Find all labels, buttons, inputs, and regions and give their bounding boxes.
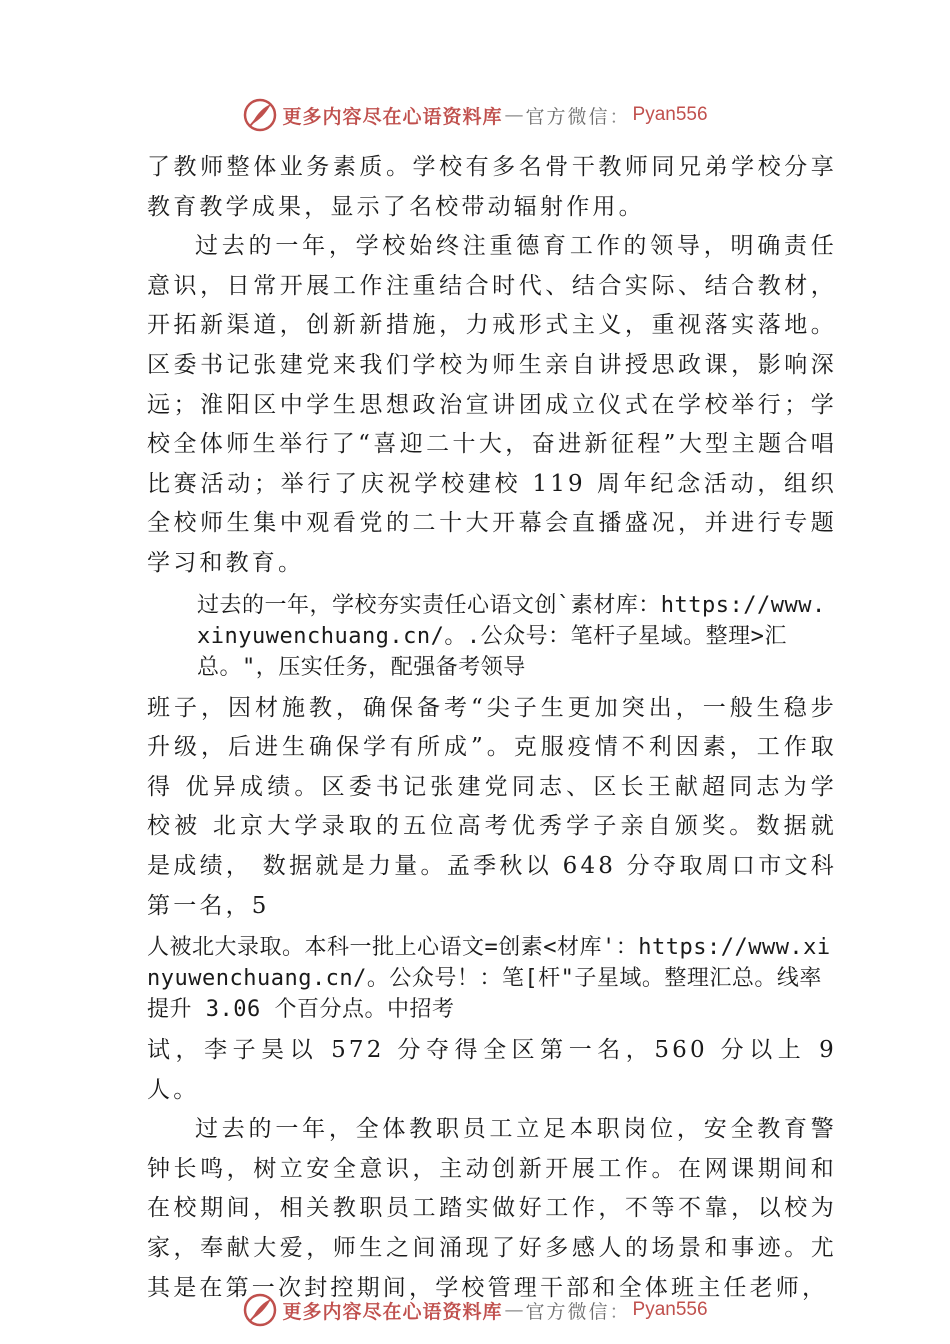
document-body xyxy=(147,148,837,1308)
footer-watermark-wechat-id: Pyan556 xyxy=(632,1299,708,1320)
header-watermark-wechat-id: Pyan556 xyxy=(632,104,708,125)
footer-watermark-official: 官方微信 xyxy=(525,1300,610,1323)
footer-watermark xyxy=(0,1290,950,1330)
quill-logo-icon xyxy=(242,1292,278,1328)
header-watermark-text: 更多内容尽在心语资料库 xyxy=(282,105,503,128)
header-watermark-official: 官方微信 xyxy=(525,105,610,128)
header-watermark xyxy=(0,95,950,135)
header-watermark-separator: — xyxy=(504,104,524,126)
header-watermark-colon: ： xyxy=(609,105,629,128)
footer-watermark-colon: ： xyxy=(609,1300,629,1323)
inserted-note-2: 人被北大录取。本科一批上心语文=创素<材库'：https://www.xinyuwenchuang.cn/。公众号！：笔[杆"子星域。整理汇总。线率提升 3.06 个百分点。中招考 xyxy=(147,935,831,1023)
quill-logo-icon xyxy=(242,97,278,133)
paragraph-2: 过去的一年，学校始终注重德育工作的领导，明确责任意识，日常开展工作注重结合时代、结合实际、结合教材， 开拓新渠道，创新新措施，力戒形式主义，重视落实落地。 区委书记张建党来我们学校为师生亲自讲授思政课，影响深远；淮阳区中学生思想政治宣讲团成立仪式在学校举行；学校全体师生举行了“喜迎二十大，奋进新征程”大型主题合唱比赛活动；举行了庆祝学校建校 119 周年纪念活动，组织全校师生集中观看党的二十大开幕会直播盛况，并进行专题学习和教育。 xyxy=(147,233,837,576)
paragraph-5: 过去的一年，全体教职员工立足本职岗位，安全教育警钟长鸣，树立安全意识，主动创新开展工作。在网课期间和在校期间，相关教职员工踏实做好工作，不等不靠，以校为家，奉献大爱，师生之间涌现了好多感人的场景和事迹。尤其是在第一次封控期间，学校管理干部和全体班主任老师， xyxy=(147,1116,837,1301)
paragraph-1: 了教师整体业务素质。学校有多名骨干教师同兄弟学校分享教育教学成果，显示了名校带动辐射作用。 xyxy=(147,154,837,220)
footer-watermark-text: 更多内容尽在心语资料库 xyxy=(282,1300,503,1323)
footer-watermark-separator: — xyxy=(504,1299,524,1321)
inserted-note-1: 过去的一年，学校夯实责任心语文创`素材库：https://www.xinyuwenchuang.cn/。.公众号：笔杆子星域。整理>汇总。"，压实任务，配强备考领导 xyxy=(197,592,826,680)
paragraph-4: 试，李子昊以 572 分夺得全区第一名，560 分以上 9 人。 xyxy=(147,1037,837,1103)
paragraph-3: 班子，因材施教，确保备考“尖子生更加突出，一般生稳步升级，后进生确保学有所成”。克服疫情不利因素，工作取得 优异成绩。区委书记张建党同志、区长王献超同志为学校被 北京大学录取的五位高考优秀学子亲自颁奖。数据就是成绩， 数据就是力量。孟季秋以 648 分夺取周口市文科第一名，5 xyxy=(147,694,837,919)
